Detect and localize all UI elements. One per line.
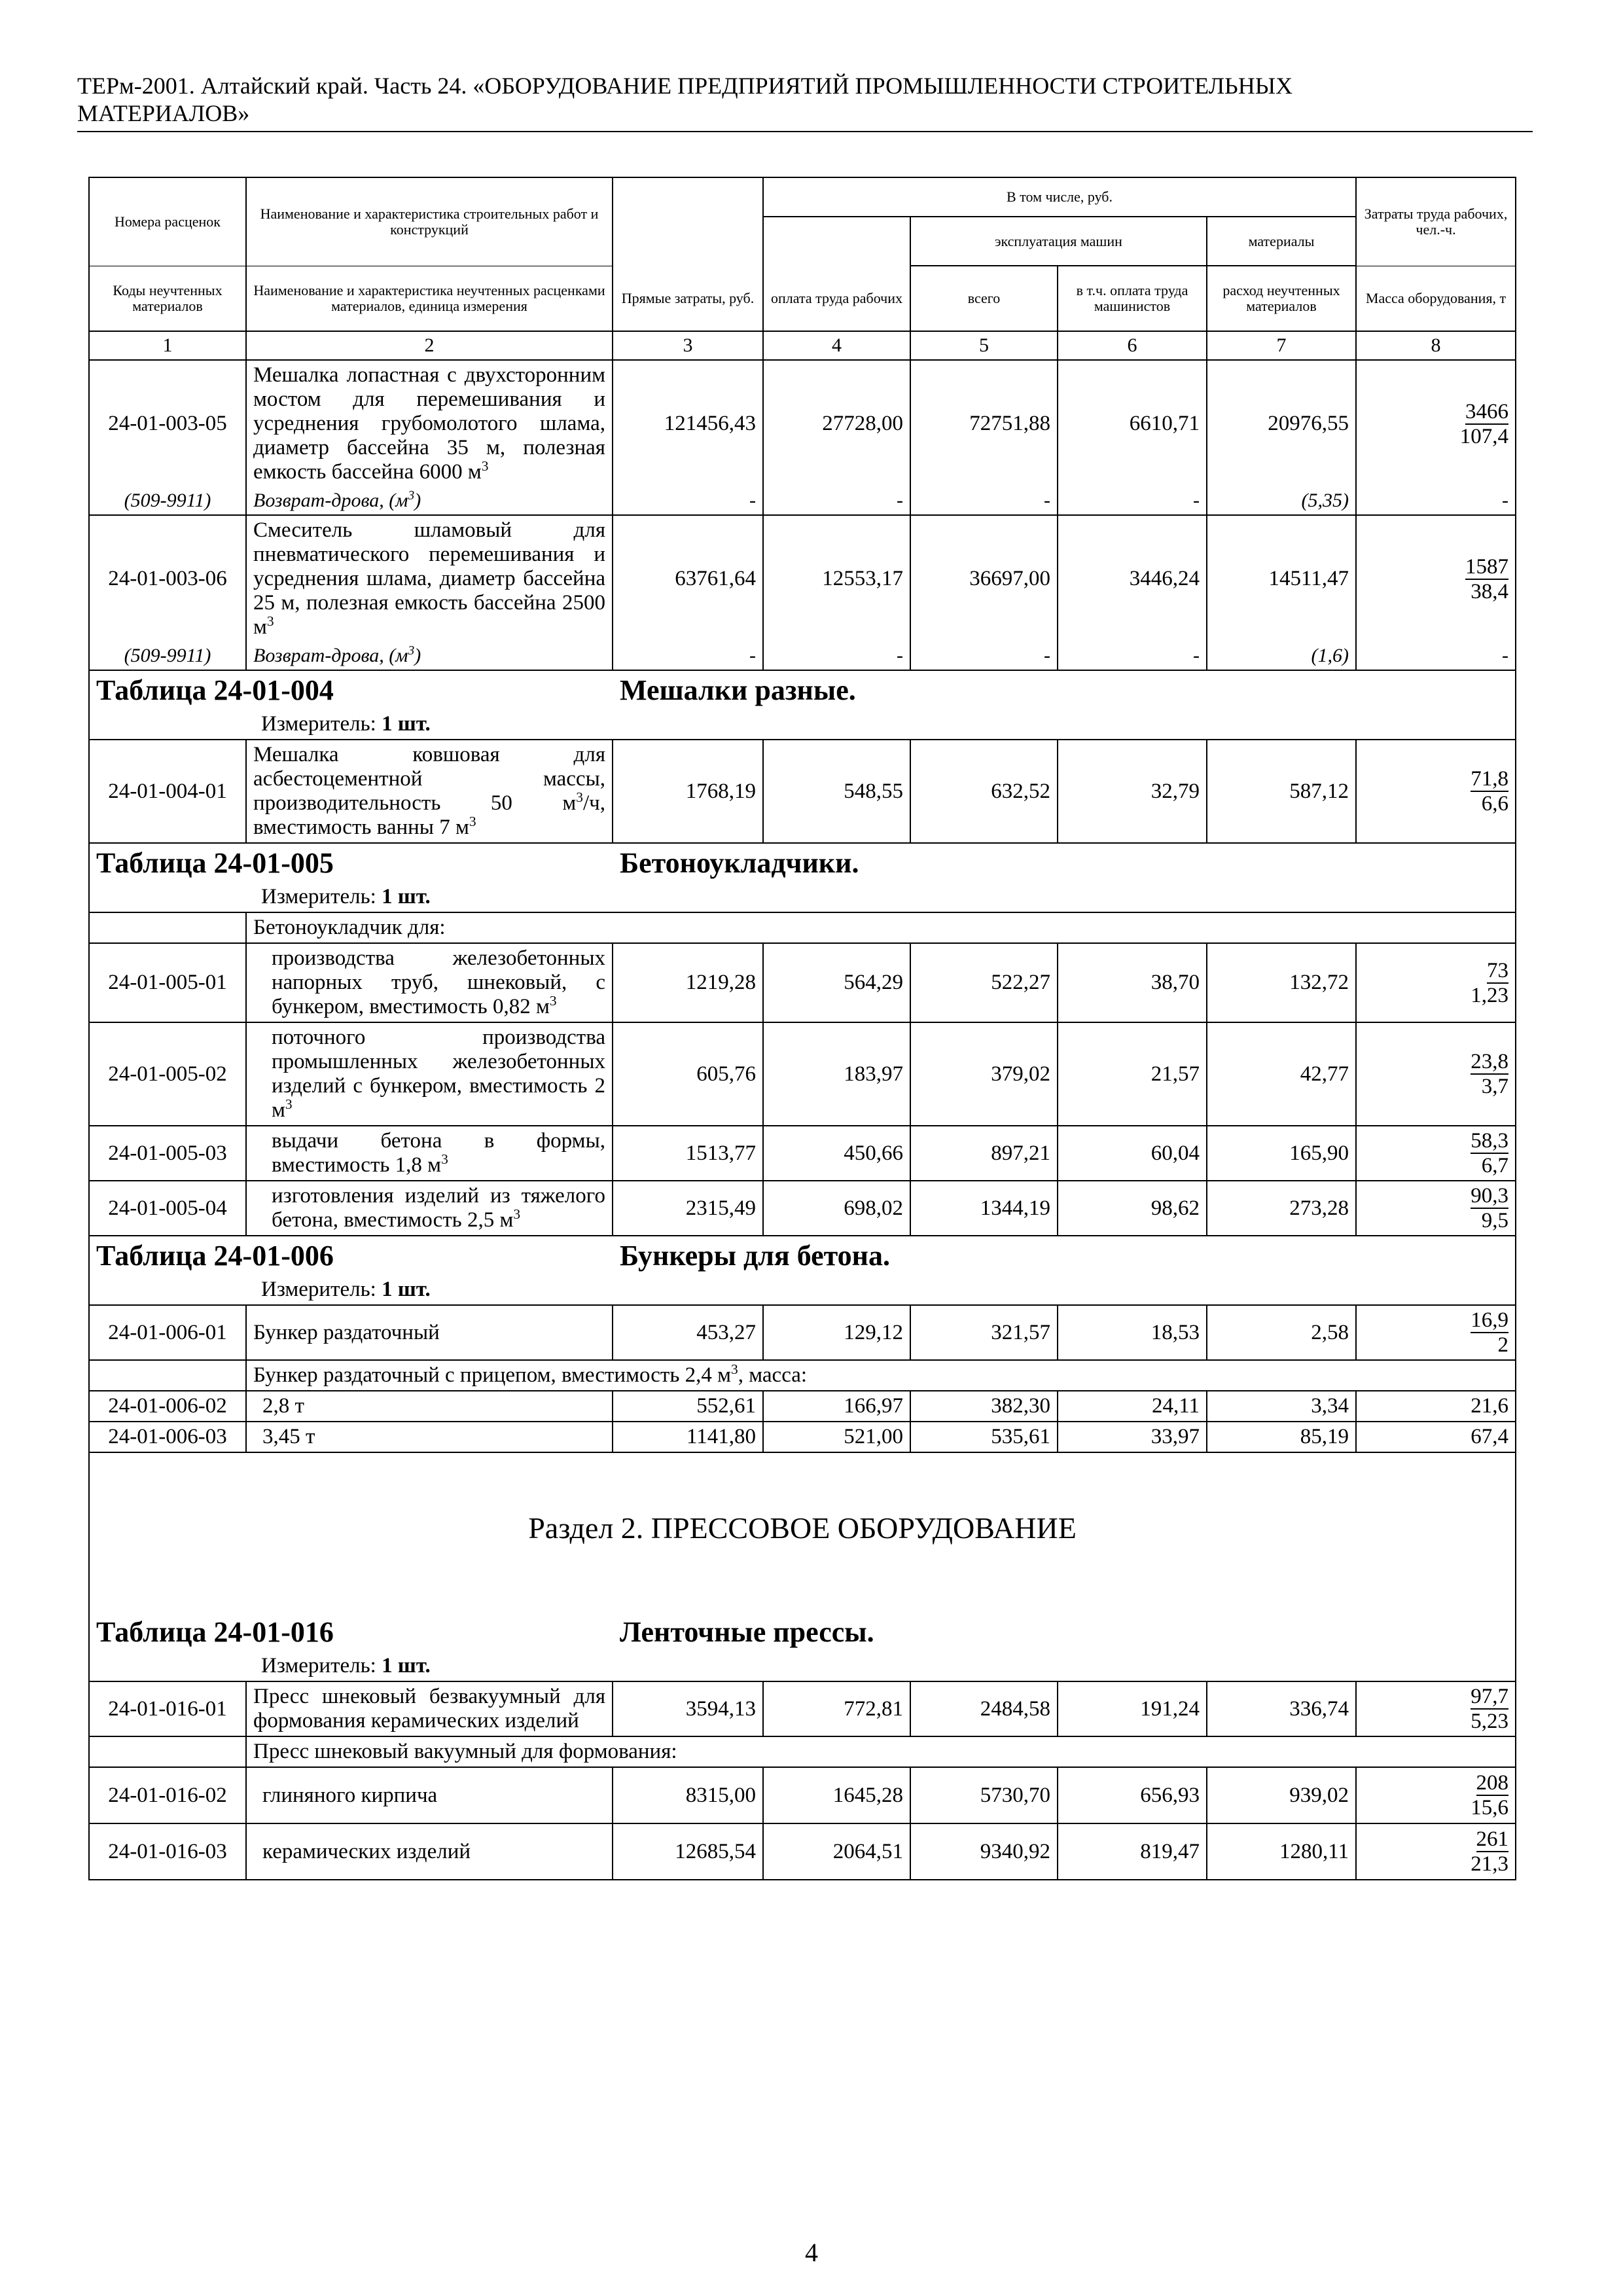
operator-pay: 656,93 — [1058, 1767, 1207, 1823]
worker-pay: 129,12 — [763, 1305, 910, 1360]
materials-cost: 42,77 — [1207, 1022, 1356, 1126]
operator-pay: 191,24 — [1058, 1681, 1207, 1736]
materials-cost: 587,12 — [1207, 740, 1356, 843]
unaccounted-name: Возврат-дрова, $(м^3)$ — [246, 642, 613, 670]
machine-total: 72751,88 — [910, 360, 1058, 487]
cell: - — [1058, 487, 1207, 515]
materials-cost: 132,72 — [1207, 943, 1356, 1022]
unaccounted-name: Возврат-дрова, $(м^3)$ — [246, 487, 613, 515]
unaccounted-code: (509-9911) — [89, 642, 246, 670]
colnum-6: 6 — [1058, 331, 1207, 360]
materials-cost: 336,74 — [1207, 1681, 1356, 1736]
hdr-operator-pay: в т.ч. оплата труда машинистов — [1058, 266, 1207, 331]
cell: (5,35) — [1207, 487, 1356, 515]
rate-code: 24-01-006-01 — [89, 1305, 246, 1360]
cell: - — [1058, 642, 1207, 670]
table-row — [89, 943, 1516, 1022]
colnum-5: 5 — [910, 331, 1058, 360]
worker-pay: 1645,28 — [763, 1767, 910, 1823]
direct-costs: 1219,28 — [613, 943, 763, 1022]
table-row — [89, 1767, 1516, 1823]
operator-pay: 18,53 — [1058, 1305, 1207, 1360]
section-heading-row — [89, 1452, 1516, 1602]
labor-mass-fraction: $\frac{208}{15,6}$ — [1356, 1767, 1516, 1823]
measure-unit: Измеритель: 1 шт. — [261, 712, 431, 736]
page-number: 4 — [805, 2238, 818, 2267]
table-subtitle: Мешалки разные. — [620, 674, 856, 706]
operator-pay: 3446,24 — [1058, 515, 1207, 642]
table-row — [89, 1422, 1516, 1452]
operator-pay: 6610,71 — [1058, 360, 1207, 487]
cell: - — [613, 642, 763, 670]
direct-costs: 453,27 — [613, 1305, 763, 1360]
machine-total: 522,27 — [910, 943, 1058, 1022]
hdr-worker-pay: оплата труда рабочих — [763, 266, 910, 331]
direct-costs: 552,61 — [613, 1391, 763, 1422]
rate-code: 24-01-005-04 — [89, 1181, 246, 1236]
cell: - — [1356, 642, 1516, 670]
machine-total: 2484,58 — [910, 1681, 1058, 1736]
table-row — [89, 1181, 1516, 1236]
operator-pay: 24,11 — [1058, 1391, 1207, 1422]
rate-code: 24-01-004-01 — [89, 740, 246, 843]
rate-code: 24-01-006-02 — [89, 1391, 246, 1422]
unaccounted-code: (509-9911) — [89, 487, 246, 515]
hdr-name-unaccounted: Наименование и характеристика неучтенных расценками материалов, единица измерения — [246, 266, 613, 331]
rate-code: 24-01-016-01 — [89, 1681, 246, 1736]
materials-cost: 14511,47 — [1207, 515, 1356, 642]
header-line-2: МАТЕРИАЛОВ» — [77, 100, 250, 126]
operator-pay: 819,47 — [1058, 1823, 1207, 1880]
labor-mass-fraction: $\frac{261}{21,3}$ — [1356, 1823, 1516, 1880]
colnum-4: 4 — [763, 331, 910, 360]
labor-mass-fraction: $\frac{90,3}{9,5}$ — [1356, 1181, 1516, 1236]
rate-code: 24-01-016-03 — [89, 1823, 246, 1880]
operator-pay: 33,97 — [1058, 1422, 1207, 1452]
table-row — [89, 360, 1516, 487]
rate-code: 24-01-003-06 — [89, 515, 246, 642]
materials-cost: 3,34 — [1207, 1391, 1356, 1422]
machine-total: 382,30 — [910, 1391, 1058, 1422]
table-subtitle: Бетоноукладчики. — [620, 847, 859, 879]
worker-pay: 698,02 — [763, 1181, 910, 1236]
rate-name: производства железобетонных напорных труб, шнековый, с бункером, вместимость 0,82 $м^3$ — [246, 943, 613, 1022]
worker-pay: 27728,00 — [763, 360, 910, 487]
group-label: Пресс шнековый вакуумный для формования: — [246, 1736, 1516, 1767]
direct-costs: 3594,13 — [613, 1681, 763, 1736]
page-header — [77, 72, 1533, 132]
hdr-materials: материалы — [1207, 217, 1356, 266]
worker-pay: 450,66 — [763, 1126, 910, 1181]
direct-costs: 1141,80 — [613, 1422, 763, 1452]
cell: - — [763, 642, 910, 670]
colnum-3: 3 — [613, 331, 763, 360]
table-title: Таблица 24-01-006 — [96, 1240, 334, 1272]
worker-pay: 548,55 — [763, 740, 910, 843]
colnum-8: 8 — [1356, 331, 1516, 360]
worker-pay: 564,29 — [763, 943, 910, 1022]
rate-code: 24-01-003-05 — [89, 360, 246, 487]
machine-total: 632,52 — [910, 740, 1058, 843]
table-heading — [89, 1236, 1516, 1305]
machine-total: 535,61 — [910, 1422, 1058, 1452]
hdr-name-char: Наименование и характеристика строительных работ и конструкций — [246, 177, 613, 266]
hdr-codes-unaccounted: Коды неучтенных материалов — [89, 266, 246, 331]
worker-pay: 183,97 — [763, 1022, 910, 1126]
table-row — [89, 1391, 1516, 1422]
rate-name: Пресс шнековый безвакуумный для формования керамических изделий — [246, 1681, 613, 1736]
rate-name: изготовления изделий из тяжелого бетона, вместимость 2,5 $м^3$ — [246, 1181, 613, 1236]
table-title: Таблица 24-01-005 — [96, 847, 334, 879]
rate-code: 24-01-006-03 — [89, 1422, 246, 1452]
materials-cost: 20976,55 — [1207, 360, 1356, 487]
table-row — [89, 642, 1516, 670]
section-title: Раздел 2. ПРЕССОВОЕ ОБОРУДОВАНИЕ — [89, 1452, 1516, 1602]
hdr-machine-ops: эксплуатация машин — [910, 217, 1207, 266]
table-subtitle: Бункеры для бетона. — [620, 1240, 891, 1272]
machine-total: 9340,92 — [910, 1823, 1058, 1880]
direct-costs: 1768,19 — [613, 740, 763, 843]
worker-pay: 166,97 — [763, 1391, 910, 1422]
labor-mass-fraction: $\frac{16,9}{2}$ — [1356, 1305, 1516, 1360]
cell: - — [1356, 487, 1516, 515]
table-title: Таблица 24-01-016 — [96, 1616, 334, 1648]
machine-total: 5730,70 — [910, 1767, 1058, 1823]
machine-total: 379,02 — [910, 1022, 1058, 1126]
direct-costs: 2315,49 — [613, 1181, 763, 1236]
hdr-total: всего — [910, 266, 1058, 331]
cell: (1,6) — [1207, 642, 1356, 670]
group-label: Бетоноукладчик для: — [246, 912, 1516, 943]
labor-costs: 21,6 — [1356, 1391, 1516, 1422]
table-title: Таблица 24-01-004 — [96, 674, 334, 706]
labor-mass-fraction: $\frac{1587}{38,4}$ — [1356, 515, 1516, 642]
table-row — [89, 487, 1516, 515]
colnum-1: 1 — [89, 331, 246, 360]
machine-total: 36697,00 — [910, 515, 1058, 642]
labor-costs: 67,4 — [1356, 1422, 1516, 1452]
header-line-1: ТЕРм-2001. Алтайский край. Часть 24. «ОБОРУДОВАНИЕ ПРЕДПРИЯТИЙ ПРОМЫШЛЕННОСТИ СТРОИТЕЛЬНЫХ — [77, 73, 1293, 99]
colnum-7: 7 — [1207, 331, 1356, 360]
hdr-pay-blank — [763, 217, 910, 266]
rate-name: Бункер раздаточный — [246, 1305, 613, 1360]
hdr-direct-blank — [613, 177, 763, 266]
labor-mass-fraction: $\frac{73}{1,23}$ — [1356, 943, 1516, 1022]
worker-pay: 772,81 — [763, 1681, 910, 1736]
direct-costs: 12685,54 — [613, 1823, 763, 1880]
group-label: Бункер раздаточный с прицепом, вместимость 2,4 $м^3$, масса: — [246, 1360, 1516, 1391]
materials-cost: 1280,11 — [1207, 1823, 1356, 1880]
rate-name: Смеситель шламовый для пневматического перемешивания и усреднения шлама, диаметр бассейна 25 м, полезная емкость бассейна 2500 $м^3$ — [246, 515, 613, 642]
table-row — [89, 1823, 1516, 1880]
rate-name: глиняного кирпича — [246, 1767, 613, 1823]
hdr-rate-numbers: Номера расценок — [89, 177, 246, 266]
labor-mass-fraction: $\frac{23,8}{3,7}$ — [1356, 1022, 1516, 1126]
materials-cost: 165,90 — [1207, 1126, 1356, 1181]
rates-table — [88, 177, 1516, 1880]
labor-mass-fraction: $\frac{58,3}{6,7}$ — [1356, 1126, 1516, 1181]
rate-name: выдачи бетона в формы, вместимость 1,8 $м^3$ — [246, 1126, 613, 1181]
table-row — [89, 1681, 1516, 1736]
labor-mass-fraction: $\frac{71,8}{6,6}$ — [1356, 740, 1516, 843]
cell: - — [613, 487, 763, 515]
labor-mass-fraction: $\frac{3466}{107,4}$ — [1356, 360, 1516, 487]
operator-pay: 38,70 — [1058, 943, 1207, 1022]
rate-name: Мешалка лопастная с двухсторонним мостом для перемешивания и усреднения грубомолотого шлама, диаметр бассейна 35 м, полезная емкость бассейна 6000 $м^3$ — [246, 360, 613, 487]
measure-unit: Измеритель: 1 шт. — [261, 1654, 431, 1677]
worker-pay: 521,00 — [763, 1422, 910, 1452]
labor-mass-fraction: $\frac{97,7}{5,23}$ — [1356, 1681, 1516, 1736]
hdr-direct-costs: Прямые затраты, руб. — [613, 266, 763, 331]
table-row — [89, 515, 1516, 642]
table-heading — [89, 1602, 1516, 1681]
rate-name: керамических изделий — [246, 1823, 613, 1880]
table-row — [89, 1126, 1516, 1181]
group-row — [89, 1360, 1516, 1391]
group-row — [89, 912, 1516, 943]
machine-total: 897,21 — [910, 1126, 1058, 1181]
direct-costs: 121456,43 — [613, 360, 763, 487]
cell: - — [910, 487, 1058, 515]
table-heading — [89, 670, 1516, 740]
group-row — [89, 1736, 1516, 1767]
rate-name: поточного производства промышленных железобетонных изделий с бункером, вместимость 2 $м^3$ — [246, 1022, 613, 1126]
rate-code: 24-01-005-02 — [89, 1022, 246, 1126]
direct-costs: 63761,64 — [613, 515, 763, 642]
hdr-in-that-number: В том числе, руб. — [763, 177, 1356, 217]
rate-code: 24-01-005-01 — [89, 943, 246, 1022]
materials-cost: 273,28 — [1207, 1181, 1356, 1236]
table-row — [89, 1305, 1516, 1360]
hdr-unaccounted-use: расход неучтенных материалов — [1207, 266, 1356, 331]
table-heading — [89, 843, 1516, 912]
direct-costs: 1513,77 — [613, 1126, 763, 1181]
operator-pay: 60,04 — [1058, 1126, 1207, 1181]
cell: - — [910, 642, 1058, 670]
colnum-2: 2 — [246, 331, 613, 360]
hdr-labor: Затраты труда рабочих, чел.-ч. — [1356, 177, 1516, 266]
materials-cost: 85,19 — [1207, 1422, 1356, 1452]
worker-pay: 12553,17 — [763, 515, 910, 642]
measure-unit: Измеритель: 1 шт. — [261, 885, 431, 908]
rate-code: 24-01-005-03 — [89, 1126, 246, 1181]
direct-costs: 605,76 — [613, 1022, 763, 1126]
rate-name: 3,45 т — [246, 1422, 613, 1452]
materials-cost: 2,58 — [1207, 1305, 1356, 1360]
operator-pay: 32,79 — [1058, 740, 1207, 843]
machine-total: 321,57 — [910, 1305, 1058, 1360]
direct-costs: 8315,00 — [613, 1767, 763, 1823]
rate-name: 2,8 т — [246, 1391, 613, 1422]
operator-pay: 21,57 — [1058, 1022, 1207, 1126]
measure-unit: Измеритель: 1 шт. — [261, 1278, 431, 1301]
hdr-equipment-mass: Масса оборудования, т — [1356, 266, 1516, 331]
operator-pay: 98,62 — [1058, 1181, 1207, 1236]
table-row — [89, 740, 1516, 843]
machine-total: 1344,19 — [910, 1181, 1058, 1236]
worker-pay: 2064,51 — [763, 1823, 910, 1880]
table-row — [89, 1022, 1516, 1126]
rate-code: 24-01-016-02 — [89, 1767, 246, 1823]
materials-cost: 939,02 — [1207, 1767, 1356, 1823]
rate-name: Мешалка ковшовая для асбестоцементной массы, производительность 50 $м^3/ч$, вместимость ванны 7 $м^3$ — [246, 740, 613, 843]
cell: - — [763, 487, 910, 515]
table-subtitle: Ленточные прессы. — [620, 1616, 874, 1648]
